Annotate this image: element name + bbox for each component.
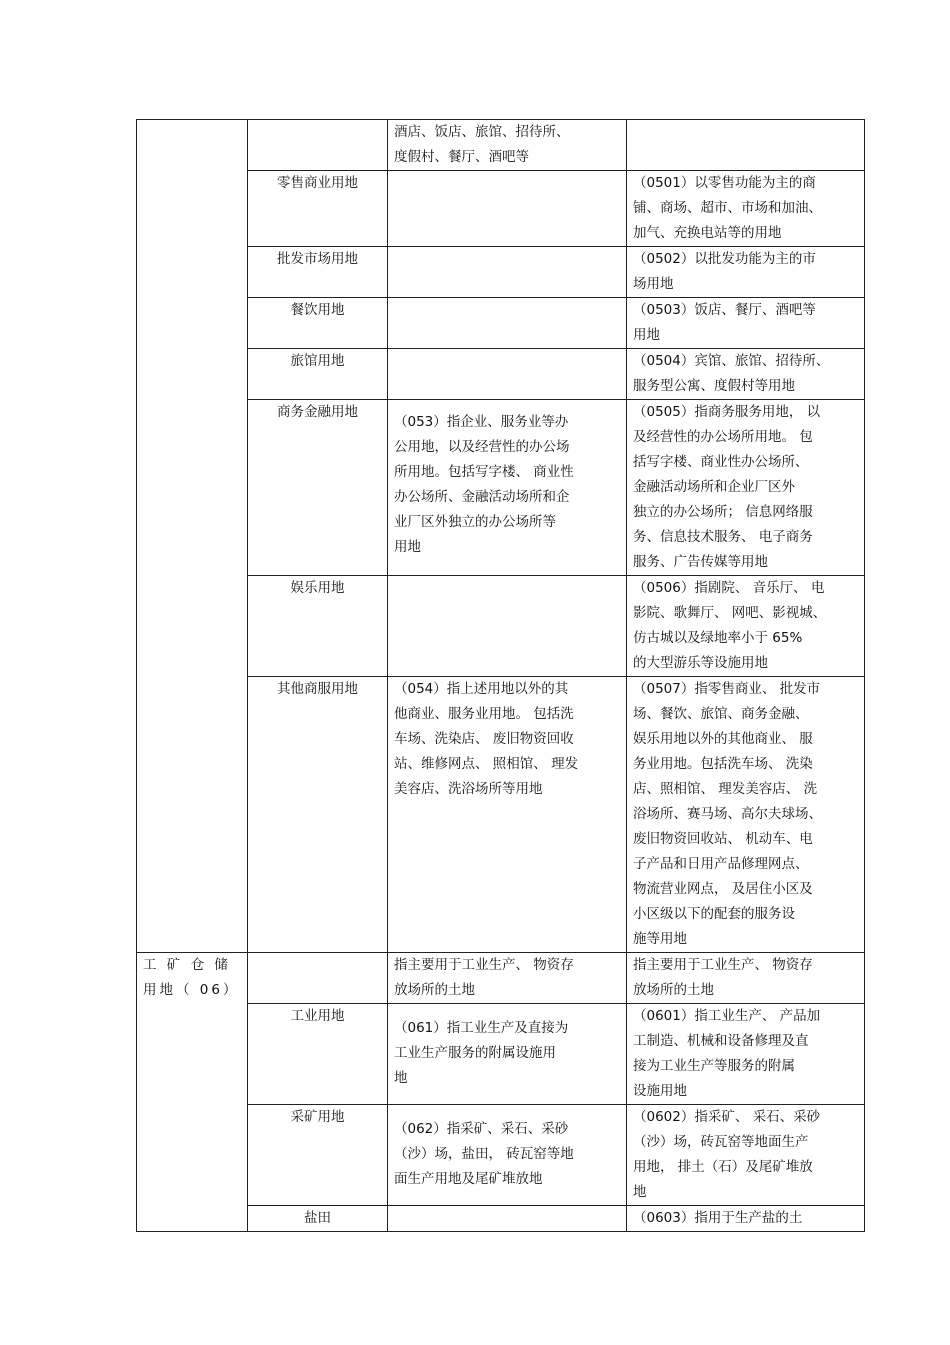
desc-mid: （054）指上述用地以外的其 他商业、服务业用地。 包括洗 车场、洗染店、 废旧物资回收 站、维修网点、 照相馆、 理发 美容店、洗浴场所等用地 [394, 681, 579, 797]
name-cell: 盐田 [248, 1206, 388, 1232]
desc-mid: （061）指工业生产及直接为 工业生产服务的附属设施用 地 [394, 1020, 569, 1086]
category-label: 工 矿 仓 储 用地（ 06） [143, 957, 240, 998]
name-cell: 其他商服用地 [248, 677, 388, 953]
desc-right: （0501）以零售功能为主的商 铺、商场、超市、市场和加油、 加气、充换电站等的用地 [633, 175, 822, 241]
desc-right: （0601）指工业生产、 产品加 工制造、机械和设备修理及直 接为工业生产等服务的附属 设施用地 [633, 1008, 821, 1099]
desc-right-cell [627, 1105, 865, 1206]
desc-right-cell [627, 576, 865, 677]
desc-right: （0603）指用于生产盐的土 [633, 1210, 803, 1226]
desc-mid-cell [388, 120, 627, 171]
name-cell: 餐饮用地 [248, 298, 388, 349]
desc-right: 指主要用于工业生产、 物资存 放场所的土地 [633, 957, 813, 998]
desc-mid-cell [388, 400, 627, 576]
desc-right-cell [627, 400, 865, 576]
desc-mid-cell [388, 576, 627, 677]
desc-right-cell [627, 349, 865, 400]
name-cell [248, 120, 388, 171]
table-row [137, 953, 865, 1004]
desc-right-cell [627, 171, 865, 247]
desc-mid: 酒店、饭店、旅馆、招待所、 度假村、餐厅、酒吧等 [394, 124, 570, 165]
name-cell: 采矿用地 [248, 1105, 388, 1206]
desc-right: （0502）以批发功能为主的市 场用地 [633, 251, 816, 292]
desc-right-cell [627, 247, 865, 298]
name-cell: 工业用地 [248, 1004, 388, 1105]
desc-right: （0503）饭店、餐厅、酒吧等 用地 [633, 302, 816, 343]
desc-mid-cell [388, 1004, 627, 1105]
desc-right: （0504）宾馆、旅馆、招待所、 服务型公寓、度假村等用地 [633, 353, 830, 394]
desc-mid-cell [388, 1206, 627, 1232]
desc-mid-cell [388, 171, 627, 247]
desc-mid-cell [388, 298, 627, 349]
desc-right-cell [627, 1206, 865, 1232]
desc-right: （0506）指剧院、 音乐厅、 电 影院、歌舞厅、 网吧、影视城、 仿古城以及绿地率小于 65% 的大型游乐等设施用地 [633, 580, 827, 671]
category-cell [137, 120, 248, 953]
name-cell: 商务金融用地 [248, 400, 388, 576]
table-row [137, 120, 865, 171]
desc-right: （0507）指零售商业、 批发市 场、餐饮、旅馆、商务金融、 娱乐用地以外的其他商业、 服 务业用地。包括洗车场、 洗染 店、照相馆、 理发美容店、 洗 浴场所、赛马场、高尔夫球场、 废旧物资回收站、 机动车、电 子产品和日用产品修理网点、 物流营业网点， 及居住小区及 小区级以下的配套的服务设 施等用地 [633, 681, 822, 947]
desc-mid-cell [388, 953, 627, 1004]
name-cell: 批发市场用地 [248, 247, 388, 298]
name-cell: 零售商业用地 [248, 171, 388, 247]
desc-mid-cell [388, 349, 627, 400]
land-use-table [136, 119, 865, 1232]
desc-right-cell [627, 677, 865, 953]
desc-right-cell [627, 120, 865, 171]
desc-right: （0505）指商务服务用地， 以 及经营性的办公场所用地。 包 括写字楼、商业性办公场所、 金融活动场所和企业厂区外 独立的办公场所； 信息网络服 务、信息技术服务、 电子商务 服务、广告传媒等用地 [633, 404, 821, 570]
desc-mid: （062）指采矿、采石、采砂 （沙）场，盐田， 砖瓦窑等地 面生产用地及尾矿堆放地 [394, 1121, 574, 1187]
desc-right-cell [627, 298, 865, 349]
desc-mid-cell [388, 1105, 627, 1206]
desc-right: （0602）指采矿、 采石、采砂 （沙）场，砖瓦窑等地面生产 用地， 排土（石）及尾矿堆放 地 [633, 1109, 821, 1200]
desc-right-cell [627, 953, 865, 1004]
desc-right-cell [627, 1004, 865, 1105]
desc-mid-cell [388, 677, 627, 953]
desc-mid: （053）指企业、服务业等办 公用地，以及经营性的办公场 所用地。包括写字楼、 商业性 办公场所、金融活动场所和企 业厂区外独立的办公场所等 用地 [394, 414, 574, 555]
desc-mid: 指主要用于工业生产、 物资存 放场所的土地 [394, 957, 574, 998]
desc-mid-cell [388, 247, 627, 298]
category-cell [137, 953, 248, 1232]
name-cell [248, 953, 388, 1004]
name-cell: 旅馆用地 [248, 349, 388, 400]
name-cell: 娱乐用地 [248, 576, 388, 677]
